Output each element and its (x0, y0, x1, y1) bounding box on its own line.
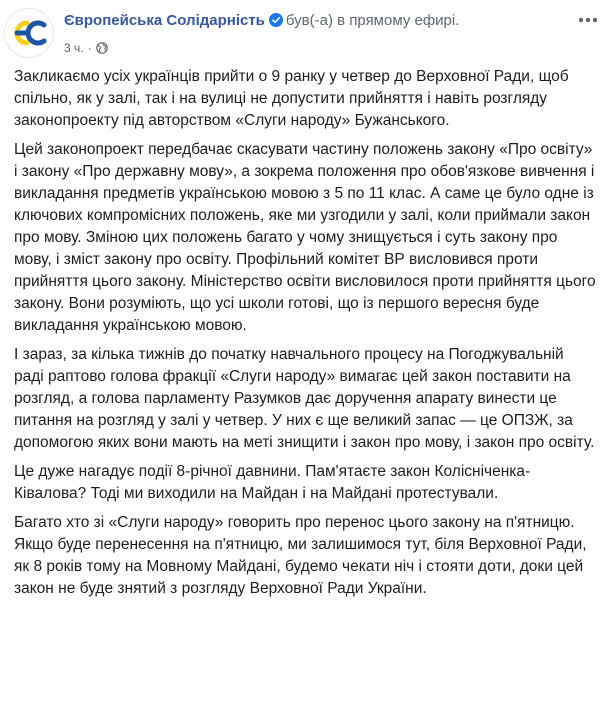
verified-badge-icon (269, 13, 283, 32)
post-timestamp-link[interactable]: 3 ч. (64, 41, 84, 55)
post-paragraph: Цей законопроект передбачає скасувати частину положень закону «Про освіту» і закону «Про державну мову», а зокрема положення про обов'язкове вивчення і викладання предметів українською мовою з 5 по 11 клас. А саме це було одне із ключових компромісних положень, яке ми узгодили у залі, коли приймали закон про мову. Зміною цих положень багато у чому знищується і суть закону про мову, і зміст закону про освіту. Профільний комітет ВР висловився проти прийняття цього закону. Міністерство освіти висловилося проти прийняття цього закону. Вони розуміють, що усі школи готові, що із першого вересня буде викладання українською мовою. (14, 141, 596, 334)
post-paragraph: І зараз, за кілька тижнів до початку навчального процесу на Погоджувальній раді раптово голова фракції «Слуги народу» вимагає цей закон поставити на розгляд, а голова парламенту Разумков дає доручення апарату винести це питання на розгляд у залі у четвер. У них є ще великий запас — це ОПЗЖ, за допомогою яких вони мають на меті знищити і закон про мову, і закон про освіту. (14, 346, 595, 451)
author-line (64, 12, 459, 32)
page-avatar[interactable] (4, 8, 54, 58)
post-body (0, 66, 614, 600)
post-options-button[interactable] (574, 10, 602, 30)
post-paragraph: Багато хто зі «Слуги народу» говорить про перенос цього закону на п'ятницю. Якщо буде перенесення на п'ятницю, ми залишимося тут, біля Верховної Ради, як 8 років тому на Мовному Майдані, будемо чекати ніч і стояти доти, доки цей закон не буде знятий з розгляду Верховної Ради України. (14, 514, 587, 597)
post-meta (64, 40, 108, 58)
more-horizontal-icon (578, 17, 598, 23)
page-name-link[interactable]: Європейська Солідарність (64, 12, 265, 29)
post-header (0, 0, 614, 66)
post-paragraph: Це дуже нагадує події 8-річної давнини. Пам'ятаєте закон Колісніченка-Ківалова? Тоді ми виходили на Майдан і на Майдані протестували. (14, 463, 531, 502)
es-logo-icon (5, 9, 53, 57)
globe-icon[interactable] (96, 42, 108, 58)
live-status-text: був(-а) в прямому ефирі. (285, 12, 460, 29)
post-paragraph: Закликаємо усіх українців прийти о 9 ранку у четвер до Верховної Ради, щоб спільно, як у залі, так і на вулиці не допустити прийняття і навіть розгляду законопроекту під авторством «Слуги народу» Бужанського. (14, 68, 569, 129)
meta-separator: · (87, 41, 92, 55)
